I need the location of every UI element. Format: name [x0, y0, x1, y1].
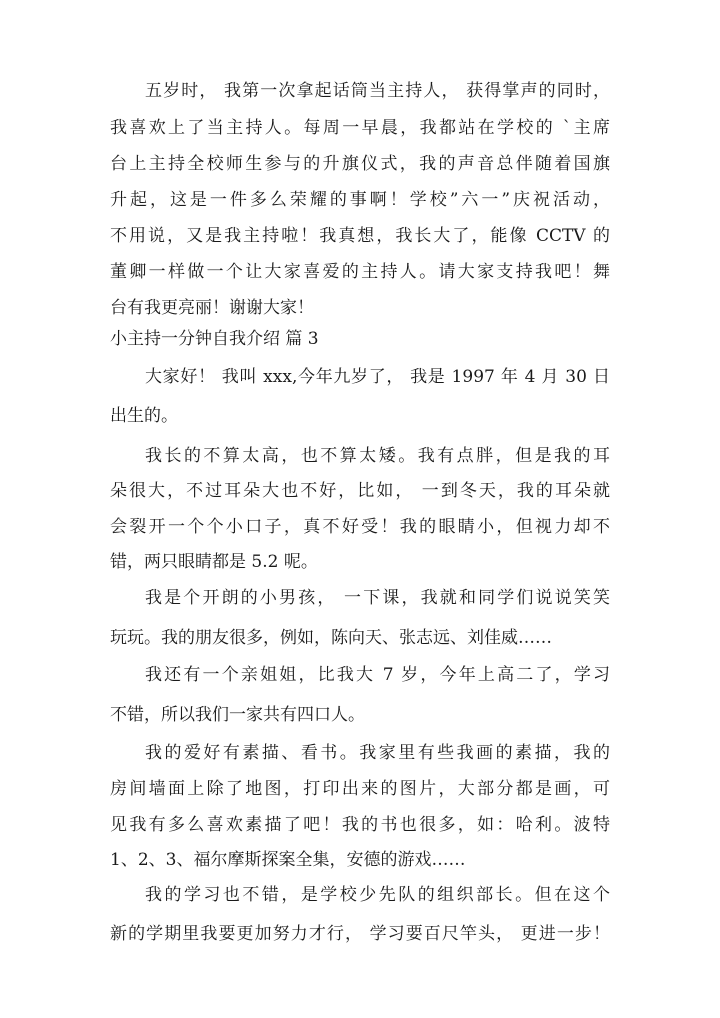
text-line: 错，两只眼睛都是 5.2 呢。 — [110, 552, 318, 572]
text-line: 我喜欢上了当主持人。每周一早晨，我都站在学校的 `主席 — [110, 118, 610, 138]
text-line: 五岁时， 我第一次拿起话筒当主持人， 获得掌声的同时， — [145, 81, 610, 101]
text-line: 见我有多么喜欢素描了吧！我的书也很多，如：哈利。波特 — [110, 815, 610, 835]
text-line: 台上主持全校师生参与的升旗仪式，我的声音总伴随着国旗 — [110, 154, 610, 174]
text-line: 不用说，又是我主持啦！我真想，我长大了，能像 CCTV 的 — [110, 226, 610, 246]
text-line: 我的爱好有素描、看书。我家里有些我画的素描，我的 — [145, 743, 610, 763]
text-line: 房间墙面上除了地图，打印出来的图片，大部分都是画，可 — [110, 779, 610, 799]
text-line: 我的学习也不错，是学校少先队的组织部长。但在这个 — [145, 885, 610, 905]
text-line: 1、2、3、福尔摩斯探案全集，安德的游戏…… — [110, 850, 466, 870]
text-line: 会裂开一个个小口子，真不好受！我的眼睛小，但视力却不 — [110, 517, 610, 537]
text-line: 台有我更亮丽！谢谢大家！ — [110, 298, 314, 318]
text-line: 我还有一个亲姐姐，比我大 7 岁，今年上高二了，学习 — [145, 665, 610, 685]
text-line: 升起，这是一件多么荣耀的事啊！学校”六一”庆祝活动， — [110, 190, 610, 210]
text-line: 我是个开朗的小男孩， 一下课，我就和同学们说说笑笑 — [145, 588, 610, 608]
text-line: 出生的。 — [110, 406, 178, 426]
text-line: 玩玩。我的朋友很多，例如，陈向天、张志远、刘佳威…… — [110, 628, 552, 648]
text-line: 朵很大，不过耳朵大也不好，比如， 一到冬天，我的耳朵就 — [110, 481, 610, 501]
section-heading: 小主持一分钟自我介绍 篇 3 — [110, 329, 319, 349]
text-line: 大家好！ 我叫 xxx,今年九岁了， 我是 1997 年 4 月 30 日 — [145, 367, 610, 387]
text-line: 我长的不算太高，也不算太矮。我有点胖，但是我的耳 — [145, 446, 610, 466]
text-line: 不错，所以我们一家共有四口人。 — [110, 705, 365, 725]
text-line: 董卿一样做一个让大家喜爱的主持人。请大家支持我吧！舞 — [110, 262, 610, 282]
text-line: 新的学期里我要更加努力才行， 学习要百尺竿头， 更进一步！ — [110, 924, 610, 944]
